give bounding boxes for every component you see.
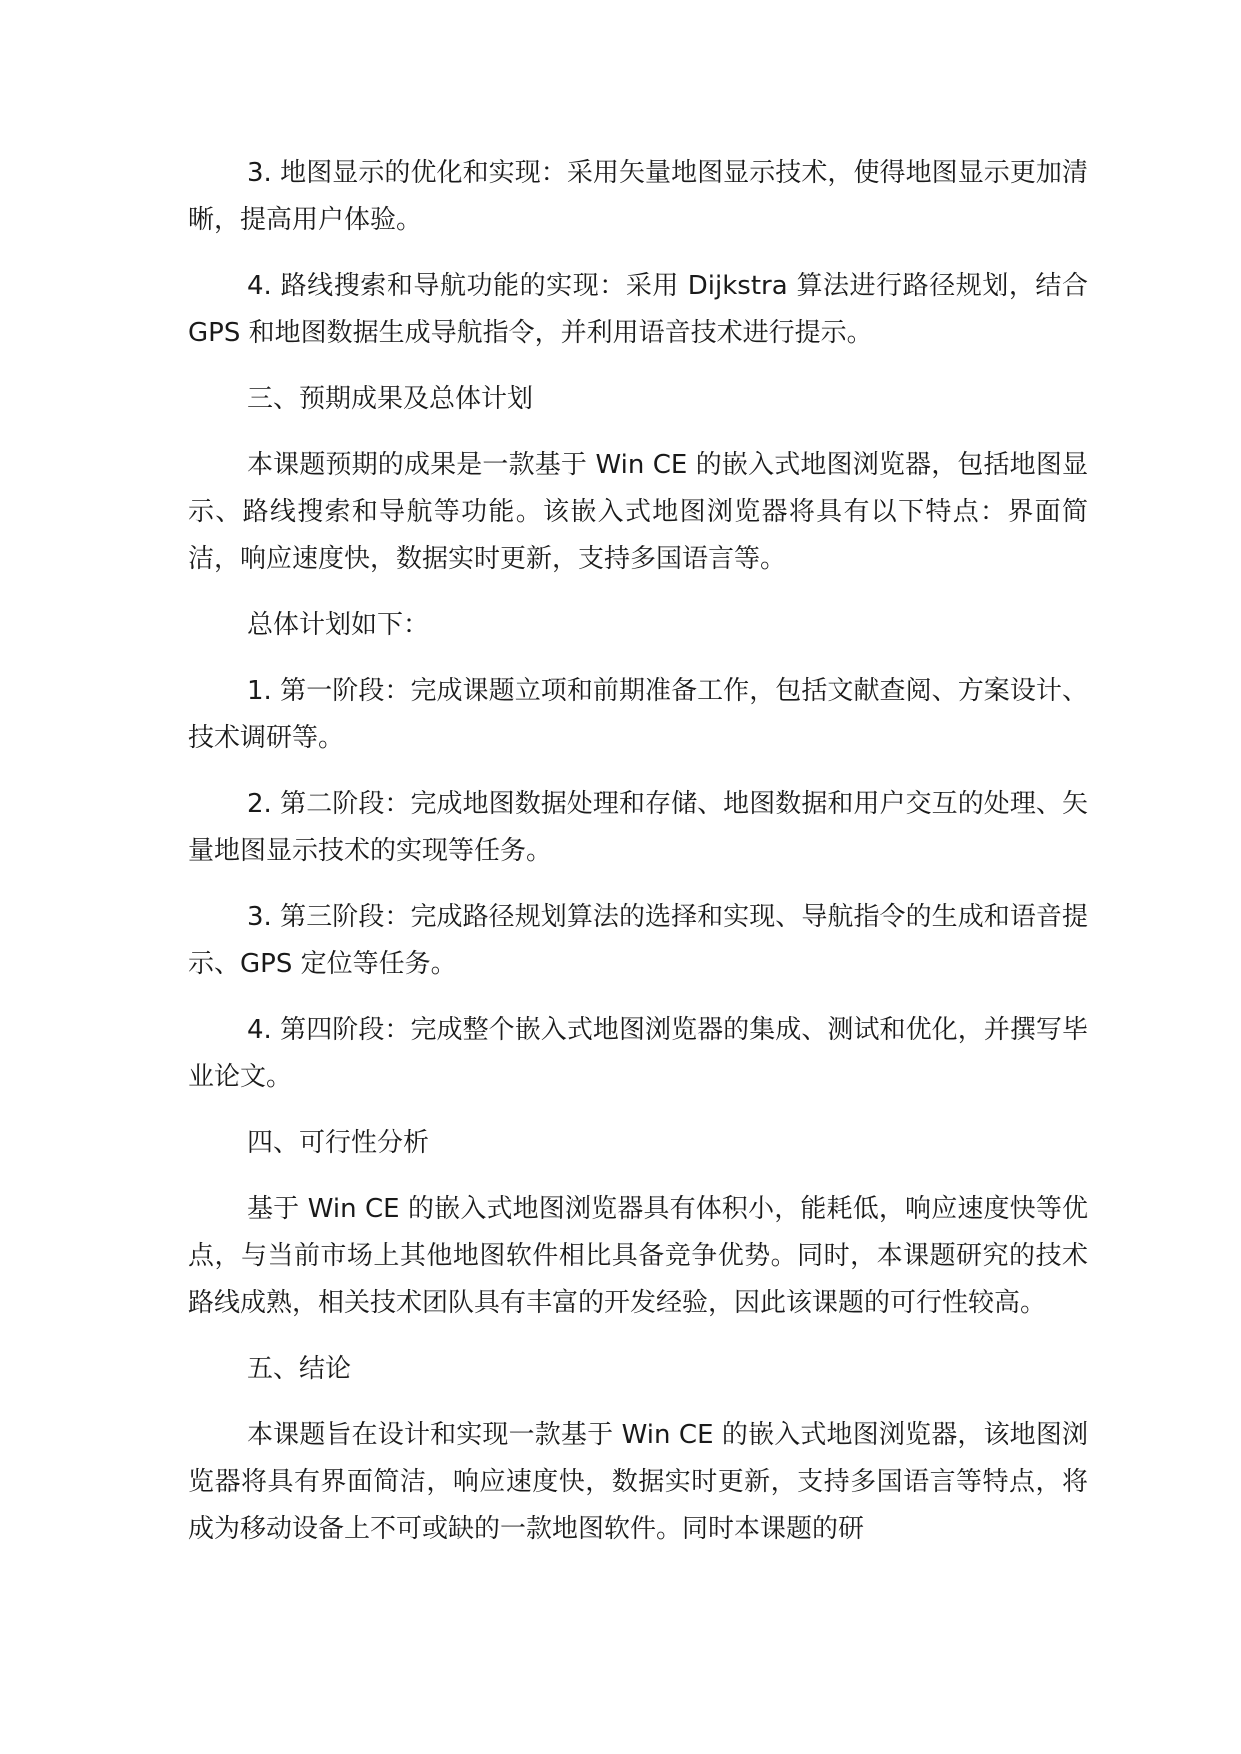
heading-feasibility-analysis: 四、可行性分析 <box>247 1128 430 1158</box>
paragraph-stage-two: 2. 第二阶段：完成地图数据处理和存储、地图数据和用户交互的处理、矢量地图显示技术的实现等任务。 <box>188 789 1088 866</box>
paragraph-stage-four: 4. 第四阶段：完成整个嵌入式地图浏览器的集成、测试和优化，并撰写毕业论文。 <box>188 1015 1088 1092</box>
heading-expected-results-plan: 三、预期成果及总体计划 <box>247 384 534 414</box>
paragraph-expected-results: 本课题预期的成果是一款基于 Win CE 的嵌入式地图浏览器，包括地图显示、路线搜索和导航等功能。该嵌入式地图浏览器将具有以下特点：界面简洁，响应速度快，数据实时更新，支持多国语言等。 <box>188 450 1088 574</box>
paragraph-stage-one: 1. 第一阶段：完成课题立项和前期准备工作，包括文献查阅、方案设计、技术调研等。 <box>188 676 1088 753</box>
paragraph-feasibility: 基于 Win CE 的嵌入式地图浏览器具有体积小，能耗低，响应速度快等优点，与当前市场上其他地图软件相比具备竞争优势。同时，本课题研究的技术路线成熟，相关技术团队具有丰富的开发经验，因此该课题的可行性较高。 <box>188 1194 1088 1318</box>
document-body <box>188 150 1088 1572</box>
paragraph-map-display-optimization: 3. 地图显示的优化和实现：采用矢量地图显示技术，使得地图显示更加清晰，提高用户体验。 <box>188 158 1088 235</box>
paragraph-route-search-navigation: 4. 路线搜索和导航功能的实现：采用 Dijkstra 算法进行路径规划，结合 GPS 和地图数据生成导航指令，并利用语音技术进行提示。 <box>188 271 1088 348</box>
paragraph-conclusion: 本课题旨在设计和实现一款基于 Win CE 的嵌入式地图浏览器，该地图浏览器将具有界面简洁，响应速度快，数据实时更新，支持多国语言等特点，将成为移动设备上不可或缺的一款地图软件。同时本课题的研 <box>188 1420 1088 1544</box>
heading-conclusion: 五、结论 <box>247 1354 352 1384</box>
paragraph-stage-three: 3. 第三阶段：完成路径规划算法的选择和实现、导航指令的生成和语音提示、GPS 定位等任务。 <box>188 902 1088 979</box>
paragraph-overall-plan-intro: 总体计划如下： <box>247 610 430 640</box>
